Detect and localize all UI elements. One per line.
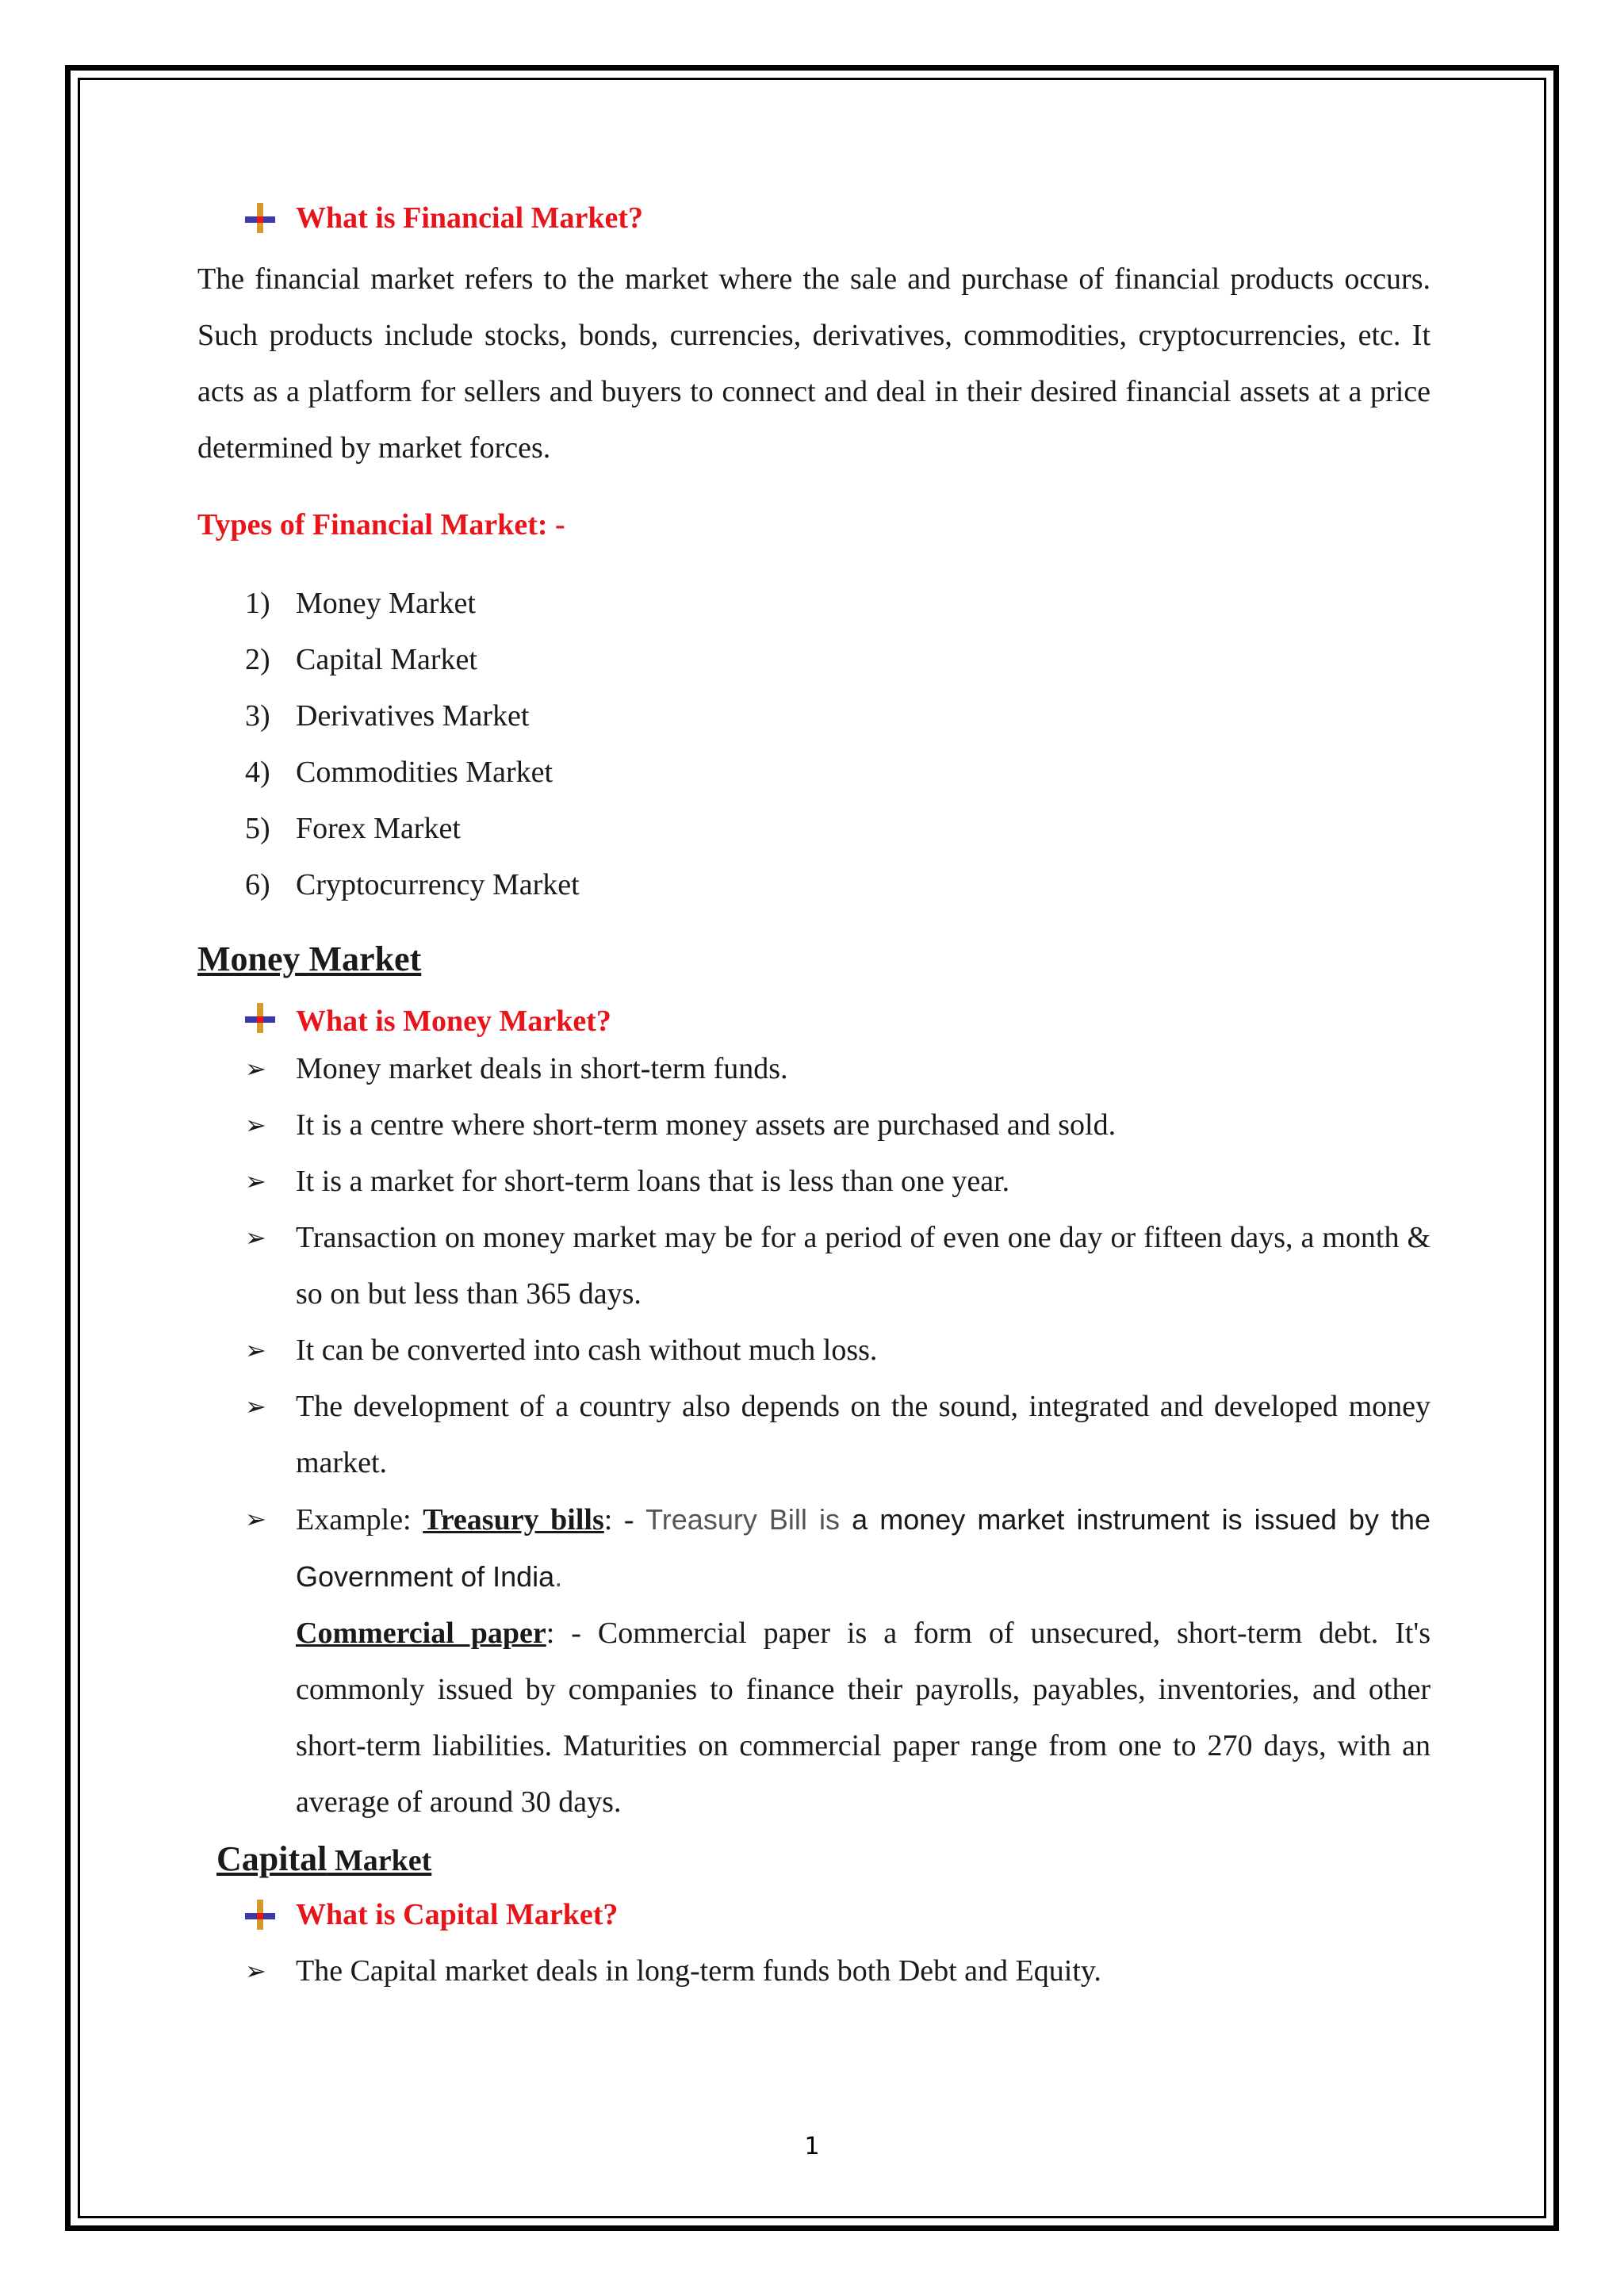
example-item [197,1491,1431,1605]
list-item [197,857,1431,913]
bullet-cross-icon [245,203,275,233]
example-prefix: Example: [296,1503,423,1536]
bullet-text: The development of a country also depends on the sound, integrated and developed money market. [296,1390,1431,1479]
arrow-bullet-icon: ➢ [245,1054,266,1084]
treasury-def-end: . [554,1560,563,1593]
list-item [197,1322,1431,1379]
bullet-text: Transaction on money market may be for a period of even one day or fifteen days, a month & so on but less than 365 days. [296,1221,1431,1311]
list-number: 2) [245,643,270,676]
capital-market-title [216,1831,1431,1887]
list-number: 1) [245,587,270,620]
bullet-cross-icon [245,1003,275,1033]
types-heading: Types of Financial Market: - [197,508,565,541]
bullet-text: The Capital market deals in long-term funds both Debt and Equity. [296,1954,1101,1988]
bullet-text: It can be converted into cash without much loss. [296,1334,878,1367]
list-item [197,1154,1431,1210]
list-item [197,688,1431,744]
money-market-question [197,1001,1431,1041]
term-separator: : - [603,1503,646,1536]
list-label: Derivatives Market [296,699,530,733]
list-number: 4) [245,756,270,789]
list-label: Cryptocurrency Market [296,868,580,901]
list-number: 6) [245,868,270,901]
commercial-paper-def: Commercial paper is a form of unsecured, short-term debt. It's commonly issued by companies to finance their payrolls, payables, inventories, and other short-term liabilities. Maturities on commercial paper range from one to 270 days, with an average of around 30 days. [296,1617,1431,1819]
list-item [197,1041,1431,1097]
list-item [197,632,1431,688]
bullet-text: It is a centre where short-term money assets are purchased and sold. [296,1108,1116,1142]
types-list [197,576,1431,913]
list-item [197,1943,1431,1999]
arrow-bullet-icon: ➢ [245,1504,266,1534]
capital-title-big: Capital [216,1839,327,1878]
list-item [197,1097,1431,1154]
money-market-bullets [197,1041,1431,1831]
capital-title-small: Market [327,1844,432,1877]
list-item [197,744,1431,801]
financial-market-heading-text: What is Financial Market? [296,201,644,235]
list-number: 5) [245,812,270,845]
list-item [197,1379,1431,1491]
financial-market-paragraph: The financial market refers to the market where the sale and purchase of financial products occurs. Such products include stocks, bonds, currencies, derivatives, commodities, cryptocurrencies, etc. It acts as a platform for sellers and buyers to connect and deal in their desired financial assets at a price determined by market forces. [197,262,1431,465]
list-label: Money Market [296,587,476,620]
list-item [197,576,1431,632]
arrow-bullet-icon: ➢ [245,1166,266,1196]
list-label: Commodities Market [296,756,553,789]
bullet-text: Money market deals in short-term funds. [296,1052,788,1085]
capital-market-question-text: What is Capital Market? [296,1898,619,1931]
list-item [197,1210,1431,1322]
capital-market-bullets [197,1943,1431,1999]
list-number: 3) [245,699,270,733]
list-label: Capital Market [296,643,477,676]
money-market-title: Money Market [197,939,422,978]
example-item-2 [197,1605,1431,1831]
financial-market-heading [197,190,1431,247]
arrow-bullet-icon: ➢ [245,1335,266,1365]
bullet-text: It is a market for short-term loans that is less than one year. [296,1165,1010,1198]
document-body [197,190,1431,1999]
arrow-bullet-icon: ➢ [245,1956,266,1986]
money-market-question-text: What is Money Market? [296,1004,611,1038]
list-item [197,801,1431,857]
treasury-bills-term: Treasury bills [423,1503,604,1536]
capital-market-question [197,1887,1431,1943]
arrow-bullet-icon: ➢ [245,1223,266,1253]
list-label: Forex Market [296,812,461,845]
term-separator: : - [546,1617,598,1650]
arrow-bullet-icon: ➢ [245,1391,266,1422]
page-number: 1 [804,2133,820,2160]
treasury-def-lead: Treasury Bill is [645,1503,852,1536]
arrow-bullet-icon: ➢ [245,1110,266,1140]
commercial-paper-term: Commercial paper [296,1617,546,1650]
treasury-def: a money market instrument is issued by the Government of India [296,1503,1431,1593]
bullet-cross-icon [245,1900,275,1930]
